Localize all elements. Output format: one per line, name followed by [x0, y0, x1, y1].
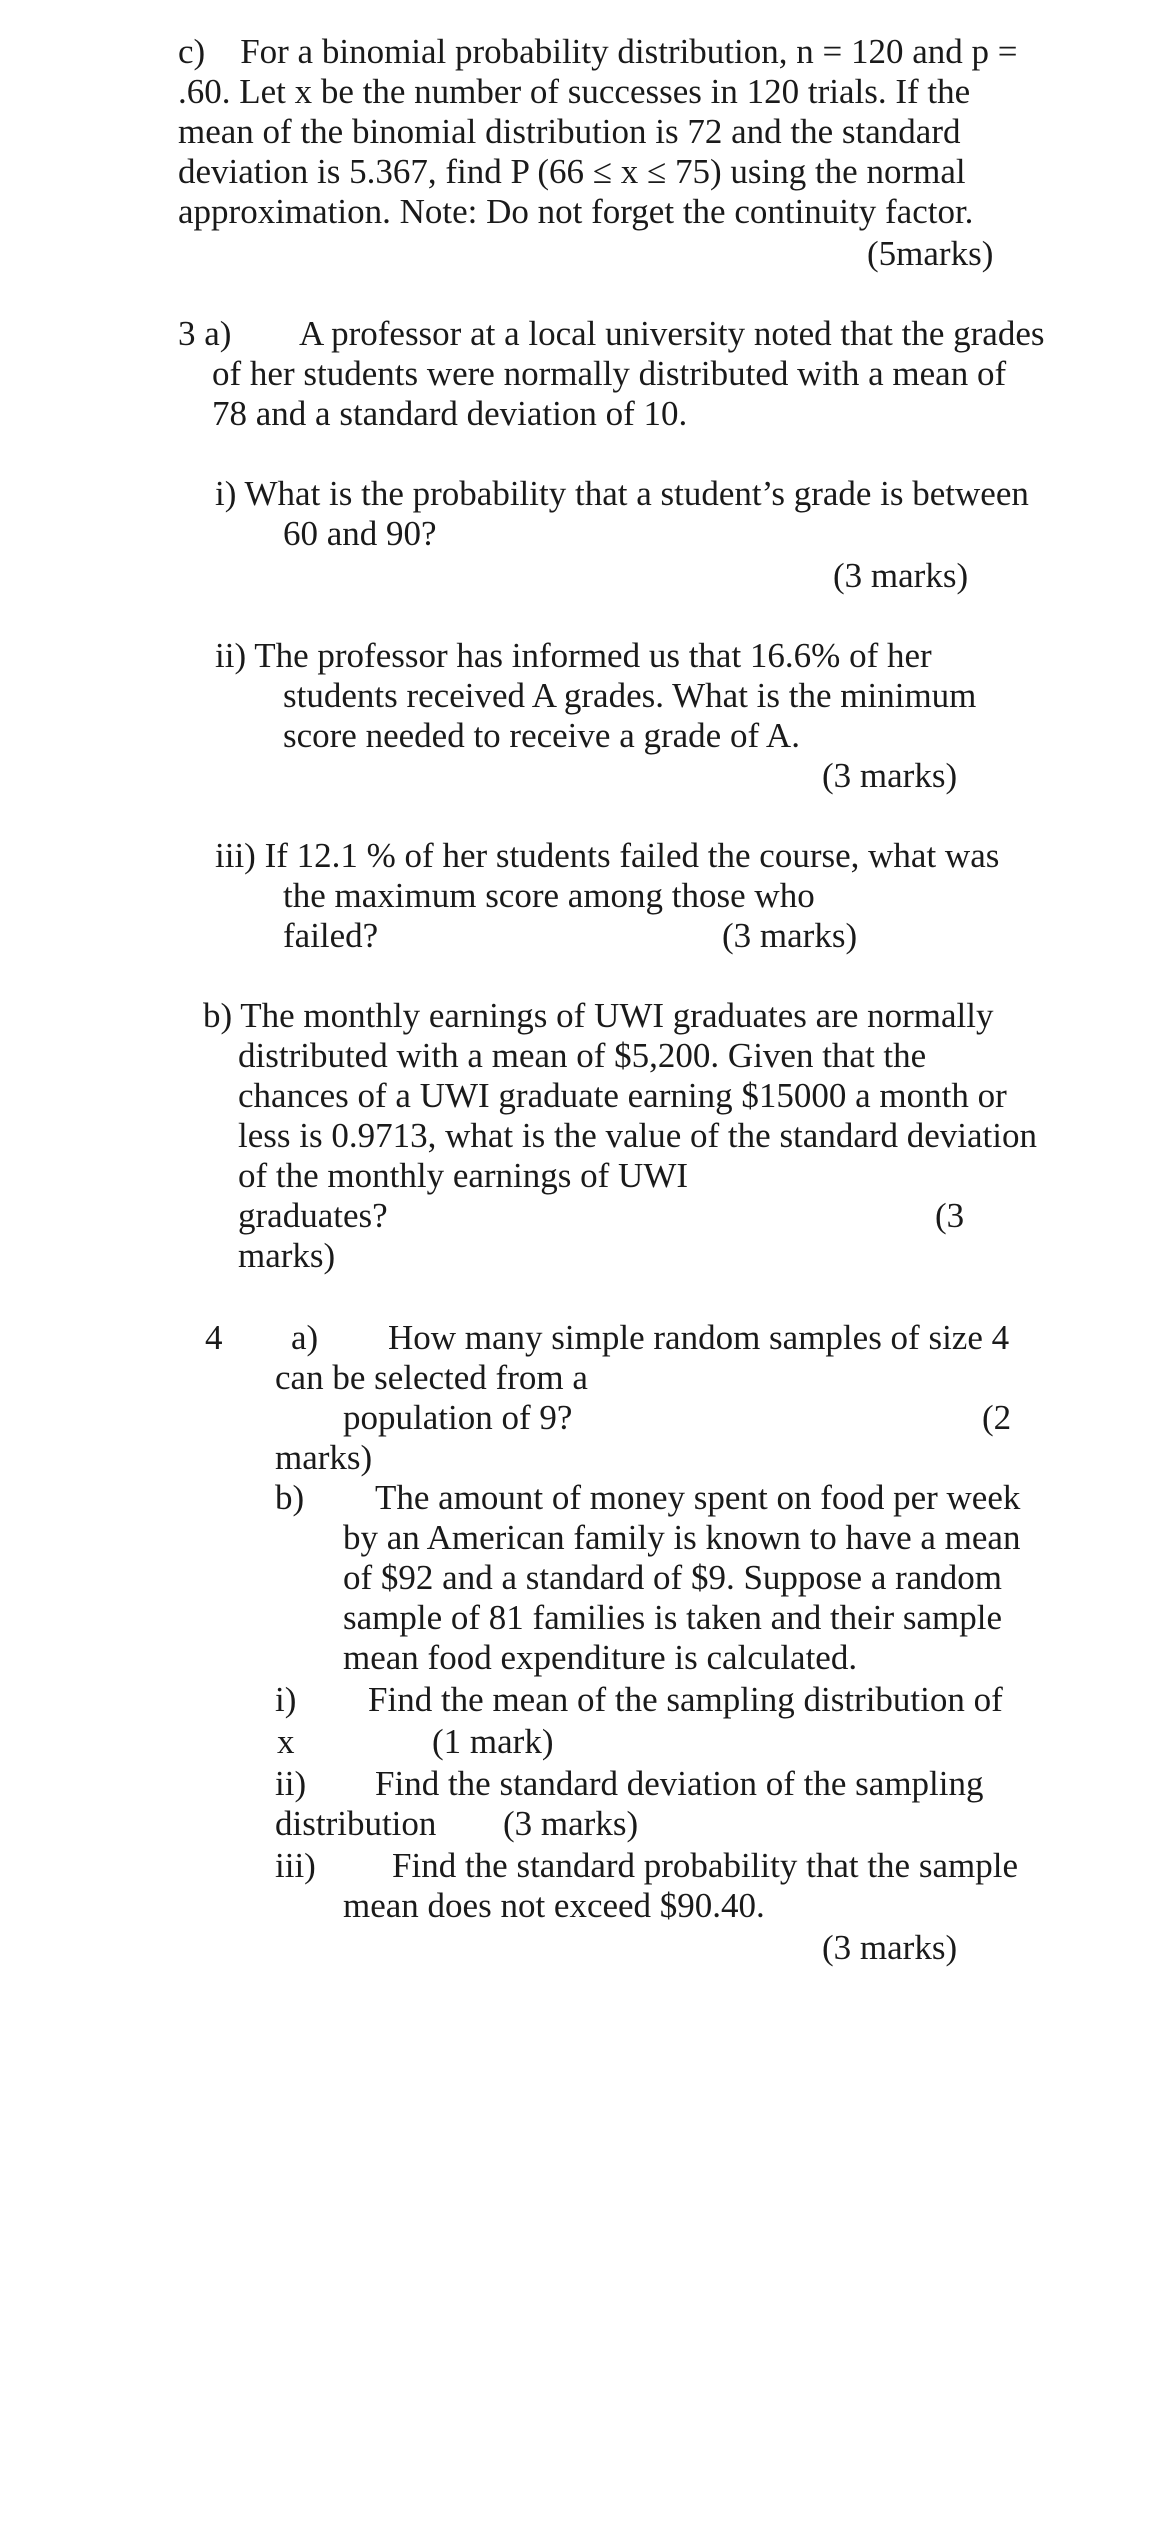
q4a-line-3: population of 9?: [343, 1398, 573, 1437]
q2c-line-4: deviation is 5.367, find P (66 ≤ x ≤ 75) using the normal: [178, 152, 966, 191]
q3b-line-3: chances of a UWI graduate earning $15000 a month or: [238, 1076, 1007, 1115]
q2c-marks: (5marks): [867, 234, 994, 273]
q4b-i-text: Find the mean of the sampling distribution of: [368, 1680, 1003, 1719]
q3a-line-1: A professor at a local university noted that the grades: [299, 314, 1045, 353]
q2c-line-3: mean of the binomial distribution is 72 and the standard: [178, 112, 961, 151]
q3a-iii-marks: (3 marks): [722, 916, 858, 955]
q3a-iii-line-2: the maximum score among those who: [283, 876, 815, 915]
q4b-i-variable: x: [277, 1722, 295, 1761]
q4b-i-marks: (1 mark): [432, 1722, 554, 1761]
q3b-line-4: less is 0.9713, what is the value of the standard deviation: [238, 1116, 1038, 1155]
q4b-iii-label: iii): [275, 1846, 316, 1885]
q4b-i-label: i): [275, 1680, 297, 1719]
q3a-ii-line-2: students received A grades. What is the minimum: [283, 676, 977, 715]
q4a-line-2: can be selected from a: [275, 1358, 588, 1397]
q4b-line-4: sample of 81 families is taken and their sample: [343, 1598, 1002, 1637]
q2c-line-2: .60. Let x be the number of successes in 120 trials. If the: [178, 72, 971, 111]
q4b-ii-marks: (3 marks): [503, 1804, 639, 1843]
q3a-line-3: 78 and a standard deviation of 10.: [212, 394, 688, 433]
q3-number: 3 a): [178, 314, 232, 353]
q3a-ii-line-3: score needed to receive a grade of A.: [283, 716, 800, 755]
q4b-iii-text: Find the standard probability that the sample: [392, 1846, 1018, 1885]
q3a-ii-line-1: ii) The professor has informed us that 16.6% of her: [215, 636, 932, 675]
q4a-marks-part-1: (2: [982, 1398, 1012, 1437]
q3a-iii-line-3: failed?: [283, 916, 379, 955]
q3a-i-line-1: i) What is the probability that a student’s grade is between: [215, 474, 1029, 513]
q3b-marks-part-1: (3: [935, 1196, 965, 1235]
q3a-line-2: of her students were normally distributed with a mean of: [212, 354, 1007, 393]
q3a-i-line-2: 60 and 90?: [283, 514, 437, 553]
q2c-line-5: approximation. Note: Do not forget the continuity factor.: [178, 192, 974, 231]
q3b-line-6: graduates?: [238, 1196, 388, 1235]
q4a-line-1: How many simple random samples of size 4: [388, 1318, 1010, 1357]
q4b-ii-label: ii): [275, 1764, 307, 1803]
q4b-line-2: by an American family is known to have a mean: [343, 1518, 1021, 1557]
q4b-label: b): [275, 1478, 305, 1517]
q3b-line-2: distributed with a mean of $5,200. Given that the: [238, 1036, 927, 1075]
q3b-marks-part-2: marks): [238, 1236, 336, 1275]
q2c-line-1: c) For a binomial probability distribution, n = 120 and p =: [178, 32, 1018, 71]
q3a-ii-marks: (3 marks): [822, 756, 958, 795]
q4b-iii-marks: (3 marks): [822, 1928, 958, 1967]
q3b-line-5: of the monthly earnings of UWI: [238, 1156, 689, 1195]
q3a-i-marks: (3 marks): [833, 556, 969, 595]
q4a-marks-part-2: marks): [275, 1438, 373, 1477]
q4-number: 4: [205, 1318, 223, 1357]
q4b-line-5: mean food expenditure is calculated.: [343, 1638, 858, 1677]
q4b-ii-line-2: distribution: [275, 1804, 437, 1843]
q4b-line-1: The amount of money spent on food per week: [375, 1478, 1021, 1517]
q3b-line-1: b) The monthly earnings of UWI graduates are normally: [203, 996, 994, 1035]
q4b-iii-line-2: mean does not exceed $90.40.: [343, 1886, 765, 1925]
q4b-line-3: of $92 and a standard of $9. Suppose a random: [343, 1558, 1003, 1597]
q4b-ii-text: Find the standard deviation of the sampling: [375, 1764, 984, 1803]
q4a-label: a): [291, 1318, 319, 1357]
q3a-iii-line-1: iii) If 12.1 % of her students failed the course, what was: [215, 836, 1000, 875]
